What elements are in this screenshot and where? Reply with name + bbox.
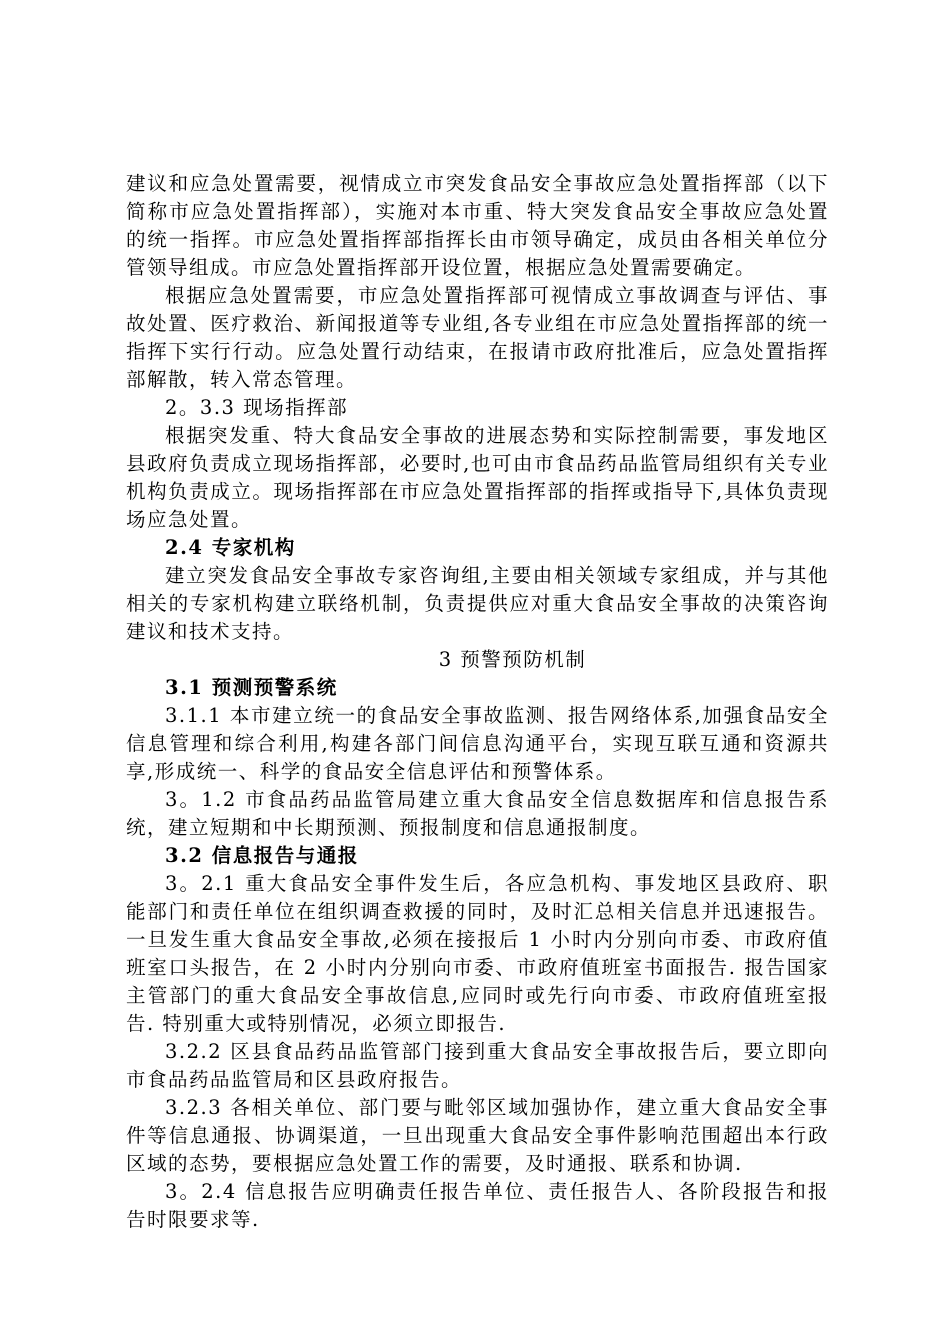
paragraph-3-2-2: 3.2.2 区县食品药品监管部门接到重大食品安全事故报告后，要立即向市食品药品监管局和区县政府报告。 xyxy=(126,1040,829,1091)
paragraph-3-1-2: 3。1.2 市食品药品监管局建立重大食品安全信息数据库和信息报告系统，建立短期和中长期预测、预报制度和信息通报制度。 xyxy=(126,788,829,839)
paragraph-3-2-1: 3。2.1 重大食品安全事件发生后，各应急机构、事发地区县政府、职能部门和责任单位在组织调查救援的同时，及时汇总相关信息并迅速报告。一旦发生重大食品安全事故,必须在接报后 1 小时内分别向市委、市政府值班室口头报告，在 2 小时内分别向市委、市政府值班室书面报告. 报告国家主管部门的重大食品安全事故信息,应同时或先行向市委、市政府值班室报告. 特别重大或特别情况，必须立即报告. xyxy=(126,872,829,1035)
paragraph-professional-groups: 根据应急处置需要，市应急处置指挥部可视情成立事故调查与评估、事故处置、医疗救治、新闻报道等专业组,各专业组在市应急处置指挥部的统一指挥下实行行动。应急处置行动结束，在报请市政府批准后，应急处置指挥部解散，转入常态管理。 xyxy=(126,284,829,391)
heading-2-4: 2.4 专家机构 xyxy=(165,536,296,559)
paragraph-intro: 建议和应急处置需要，视情成立市突发食品安全事故应急处置指挥部（以下简称市应急处置指挥部），实施对本市重、特大突发食品安全事故应急处置的统一指挥。市应急处置指挥部指挥长由市领导确定，成员由各相关单位分管领导组成。市应急处置指挥部开设位置，根据应急处置需要确定。 xyxy=(126,172,829,279)
heading-3: 3 预警预防机制 xyxy=(438,648,587,671)
heading-3-1: 3.1 预测预警系统 xyxy=(165,676,338,699)
document-page xyxy=(126,170,829,1234)
paragraph-2-3-3: 根据突发重、特大食品安全事故的进展态势和实际控制需要，事发地区县政府负责成立现场指挥部，必要时,也可由市食品药品监管局组织有关专业机构负责成立。现场指挥部在市应急处置指挥部的指挥或指导下,具体负责现场应急处置。 xyxy=(126,424,829,531)
paragraph-3-2-4: 3。2.4 信息报告应明确责任报告单位、责任报告人、各阶段报告和报告时限要求等. xyxy=(126,1180,829,1231)
paragraph-3-1-1: 3.1.1 本市建立统一的食品安全事故监测、报告网络体系,加强食品安全信息管理和综合利用,构建各部门间信息沟通平台，实现互联互通和资源共享,形成统一、科学的食品安全信息评估和预警体系。 xyxy=(126,704,829,783)
paragraph-2-4: 建立突发食品安全事故专家咨询组,主要由相关领域专家组成，并与其他相关的专家机构建立联络机制，负责提供应对重大食品安全事故的决策咨询建议和技术支持。 xyxy=(126,564,829,643)
paragraph-3-2-3: 3.2.3 各相关单位、部门要与毗邻区域加强协作，建立重大食品安全事件等信息通报、协调渠道，一旦出现重大食品安全事件影响范围超出本行政区域的态势，要根据应急处置工作的需要，及时通报、联系和协调. xyxy=(126,1096,829,1175)
heading-2-3-3: 2。3.3 现场指挥部 xyxy=(165,396,349,419)
heading-3-2: 3.2 信息报告与通报 xyxy=(165,844,359,867)
